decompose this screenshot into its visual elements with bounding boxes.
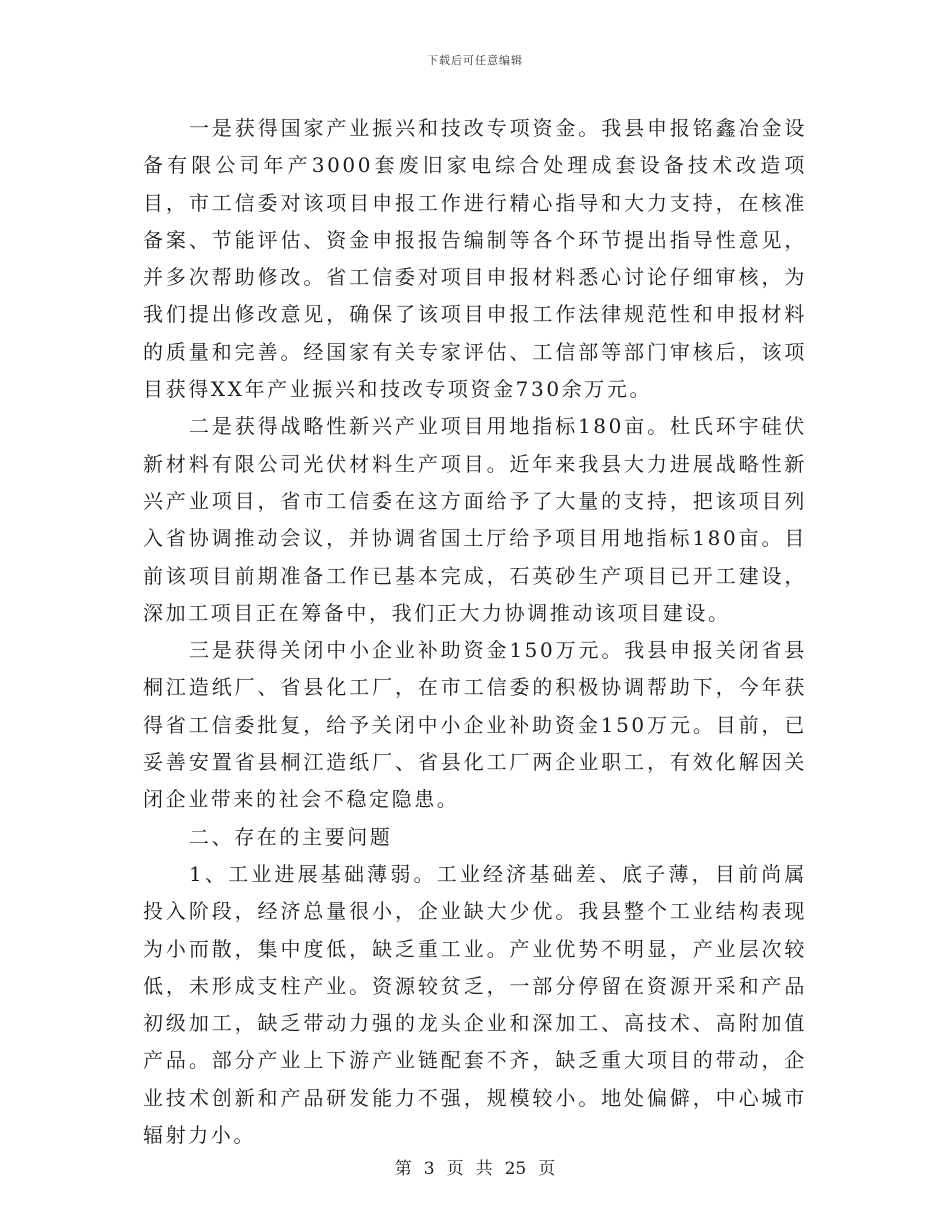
document-body: [143, 110, 807, 1154]
paragraph-land-quota: 二是获得战略性新兴产业项目用地指标180亩。杜氏环宇硅伏新材料有限公司光伏材料生产项目。近年来我县大力进展战略性新兴产业项目，省市工信委在这方面给予了大量的支持，把该项目列入省协调推动会议，并协调省国土厅给予项目用地指标180亩。目前该项目前期准备工作已基本完成，石英砂生产项目已开工建设，深加工项目正在筹备中，我们正大力协调推动该项目建设。: [143, 414, 807, 625]
footer-current-page: 3: [423, 1159, 435, 1179]
footer-total-pages: 25: [504, 1159, 527, 1179]
section-heading-main-problems: 二、存在的主要问题: [189, 824, 393, 849]
paragraph-closure-subsidy: 三是获得关闭中小企业补助资金150万元。我县申报关闭省县桐江造纸厂、省县化工厂，在市工信委的积极协调帮助下，今年获得省工信委批复，给予关闭中小企业补助资金150万元。目前，已妥善安置省县桐江造纸厂、省县化工厂两企业职工，有效化解因关闭企业带来的社会不稳定隐患。: [143, 638, 807, 812]
paragraph-weak-foundation: 1、工业进展基础薄弱。工业经济基础差、底子薄，目前尚属投入阶段，经济总量很小，企业缺大少优。我县整个工业结构表现为小而散，集中度低，缺乏重工业。产业优势不明显，产业层次较低，未形成支柱产业。资源较贫乏，一部分停留在资源开采和产品初级加工，缺乏带动力强的龙头企业和深加工、高技术、高附加值产品。部分产业上下游产业链配套不齐，缺乏重大项目的带动，企业技术创新和产品研发能力不强，规模较小。地处偏僻，中心城市辐射力小。: [143, 861, 807, 1148]
footer-total-prefix: 共: [475, 1159, 493, 1179]
footer-page-prefix: 第: [394, 1159, 412, 1179]
footer-page-mid: 页: [446, 1159, 464, 1179]
page-footer: [0, 1154, 950, 1179]
paragraph-funding-special: 一是获得国家产业振兴和技改专项资金。我县申报铭鑫冶金设备有限公司年产3000套废旧家电综合处理成套设备技术改造项目，市工信委对该项目申报工作进行精心指导和大力支持，在核准备案、节能评估、资金申报报告编制等各个环节提出指导性意见，并多次帮助修改。省工信委对项目申报材料悉心讨论仔细审核，为我们提出修改意见，确保了该项目申报工作法律规范性和申报材料的质量和完善。经国家有关专家评估、工信部等部门审核后，该项目获得XX年产业振兴和技改专项资金730余万元。: [143, 116, 807, 402]
page-header-note: 下载后可任意编辑: [427, 54, 523, 67]
footer-page-suffix: 页: [538, 1159, 556, 1179]
